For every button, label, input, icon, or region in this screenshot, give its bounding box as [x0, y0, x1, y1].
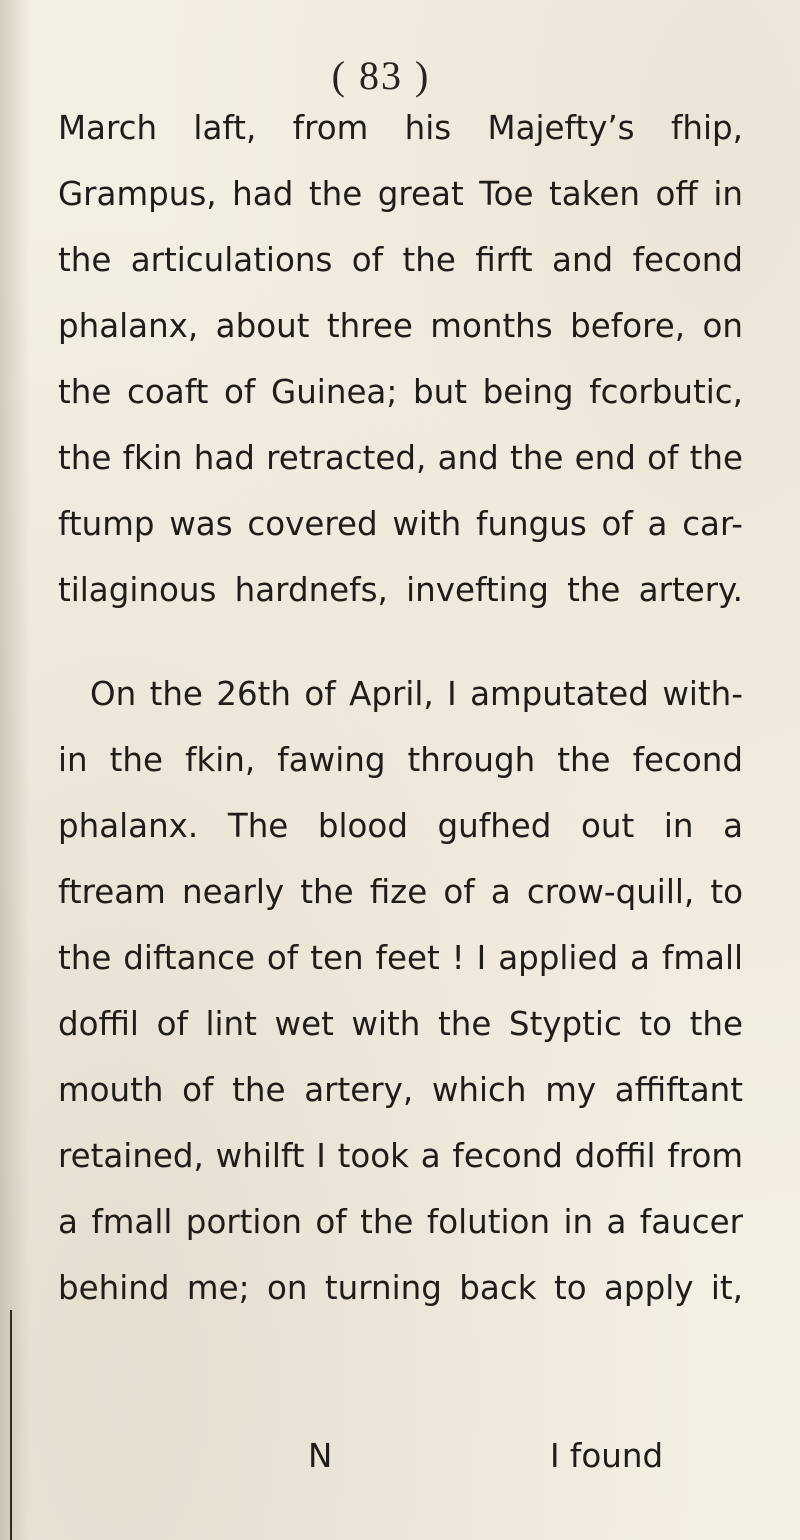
paragraph-gap	[58, 623, 743, 661]
text-line: behind me; on turning back to apply it,	[58, 1269, 743, 1307]
text-line: the coaft of Guinea; but being fcorbutic,	[58, 373, 743, 411]
text-line: doffil of lint wet with the Styptic to the	[58, 1005, 743, 1043]
page-edge-line	[10, 1310, 12, 1540]
text-line: Grampus, had the great Toe taken off in	[58, 175, 743, 213]
text-line: On the 26th of April, I amputated with-	[90, 675, 743, 713]
text-line: ftream nearly the fize of a crow-quill, to	[58, 873, 743, 911]
text-line: the articulations of the firft and fecond	[58, 241, 743, 279]
page-number: ( 83 )	[331, 53, 431, 98]
text-line: March laft, from his Majefty’s fhip,	[58, 109, 743, 147]
text-line: a fmall portion of the folution in a faucer	[58, 1203, 743, 1241]
text-line: tilaginous hardnefs, invefting the artery.	[58, 571, 743, 609]
catchword: I found	[550, 1437, 664, 1475]
page-footer	[0, 1437, 800, 1487]
text-line: the diftance of ten feet ! I applied a fmall	[58, 939, 743, 977]
page-edge-shadow	[0, 0, 30, 1540]
text-line: retained, whilft I took a fecond doffil from	[58, 1137, 743, 1175]
signature-mark: N	[308, 1437, 333, 1475]
text-line: mouth of the artery, which my affiftant	[58, 1071, 743, 1109]
text-line: phalanx. The blood gufhed out in a	[58, 807, 743, 845]
text-line: in the fkin, fawing through the fecond	[58, 741, 743, 779]
text-line: the fkin had retracted, and the end of the	[58, 439, 743, 477]
body-text	[58, 95, 743, 1321]
text-line: phalanx, about three months before, on	[58, 307, 743, 345]
text-line: ftump was covered with fungus of a car-	[58, 505, 743, 543]
